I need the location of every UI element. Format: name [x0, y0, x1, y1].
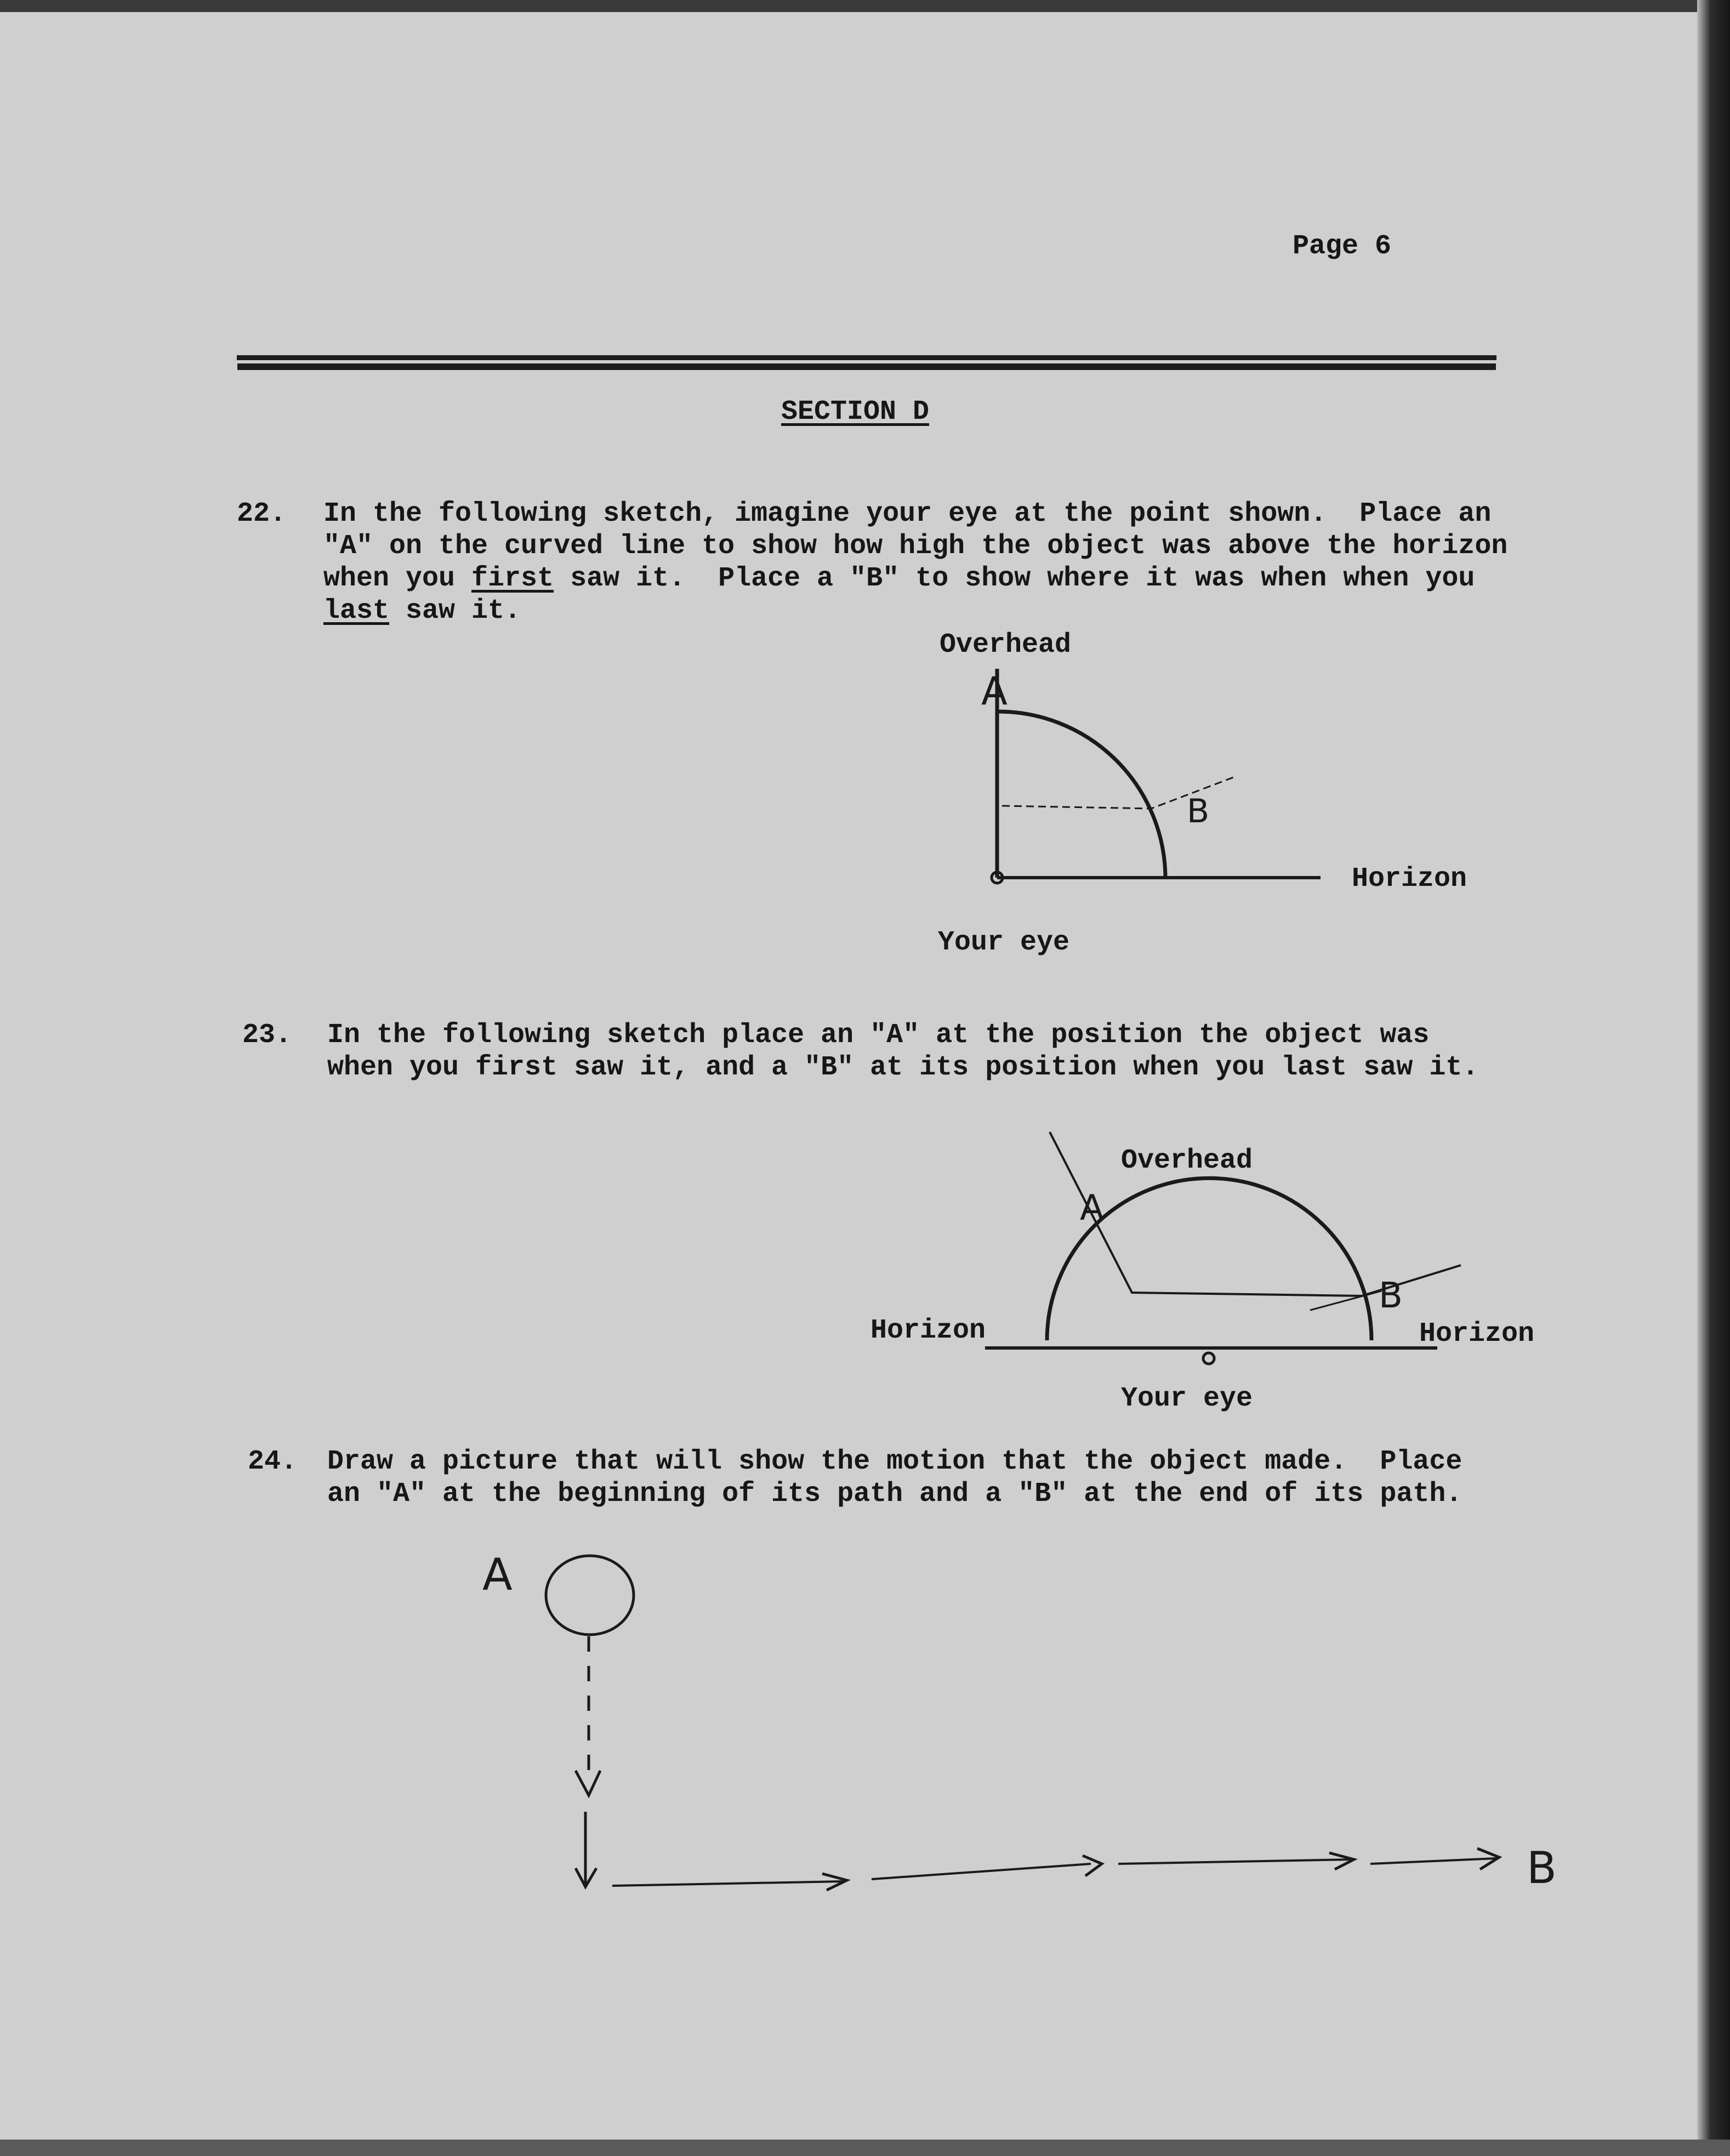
pencil-sightlines — [1050, 1132, 1461, 1296]
page-number: Page 6 — [1293, 231, 1392, 262]
handwritten-mark-a: A — [981, 669, 1008, 714]
path-segment — [1370, 1858, 1496, 1864]
path-segment — [612, 1881, 844, 1886]
question-24-number: 24. — [248, 1446, 298, 1477]
path-segment — [1118, 1859, 1354, 1864]
question-23-number: 23. — [242, 1020, 292, 1051]
arrowhead-down-icon — [576, 1771, 600, 1795]
q23-diagram — [985, 1132, 1461, 1364]
q24-line-2: an "A" at the beginning of its path and a "B" at the end of its path. — [327, 1478, 1462, 1510]
q22-horizon-label: Horizon — [1352, 863, 1467, 895]
handwritten-mark-a: A — [1080, 1188, 1104, 1228]
emphasis-first: first — [471, 563, 554, 594]
handwritten-mark-b: B — [1187, 792, 1210, 830]
q22-line-4: last saw it. — [323, 595, 521, 627]
path-segment — [872, 1864, 1091, 1879]
object-circle — [546, 1556, 634, 1635]
q22-line-1: In the following sketch, imagine your eye at the point shown. Place an — [323, 498, 1492, 530]
q24-motion-drawing — [546, 1556, 1499, 1890]
q23-line-1: In the following sketch place an "A" at the position the object was — [327, 1020, 1430, 1051]
emphasis-last: last — [323, 595, 390, 627]
section-title: SECTION D — [781, 396, 930, 428]
q23-horizon-left-label: Horizon — [870, 1315, 986, 1346]
handwritten-mark-a: A — [482, 1549, 513, 1600]
q24-line-1: Draw a picture that will show the motion that the object made. Place — [327, 1446, 1462, 1477]
q22-diagram — [992, 669, 1321, 883]
q22-eye-label: Your eye — [938, 927, 1070, 958]
handwritten-mark-b: B — [1527, 1842, 1557, 1893]
q23-line-2: when you first saw it, and a "B" at its position when you last saw it. — [327, 1052, 1479, 1083]
q23-overhead-label: Overhead — [1121, 1145, 1253, 1176]
quarter-arc — [997, 712, 1165, 878]
question-22-number: 22. — [237, 498, 287, 530]
handwritten-mark-b: B — [1379, 1276, 1403, 1316]
q22-overhead-label: Overhead — [940, 629, 1072, 661]
pencil-stroke — [1310, 1291, 1381, 1310]
q22-line-2: "A" on the curved line to show how high the object was above the horizon — [323, 531, 1508, 562]
arrowhead-right-icon — [1329, 1853, 1354, 1869]
q23-eye-label: Your eye — [1121, 1383, 1253, 1414]
q23-horizon-right-label: Horizon — [1419, 1318, 1535, 1350]
q22-line-3: when you first saw it. Place a "B" to show where it was when when you — [323, 563, 1475, 594]
arrowhead-right-icon — [1083, 1856, 1102, 1876]
eye-point-icon — [1203, 1353, 1214, 1364]
